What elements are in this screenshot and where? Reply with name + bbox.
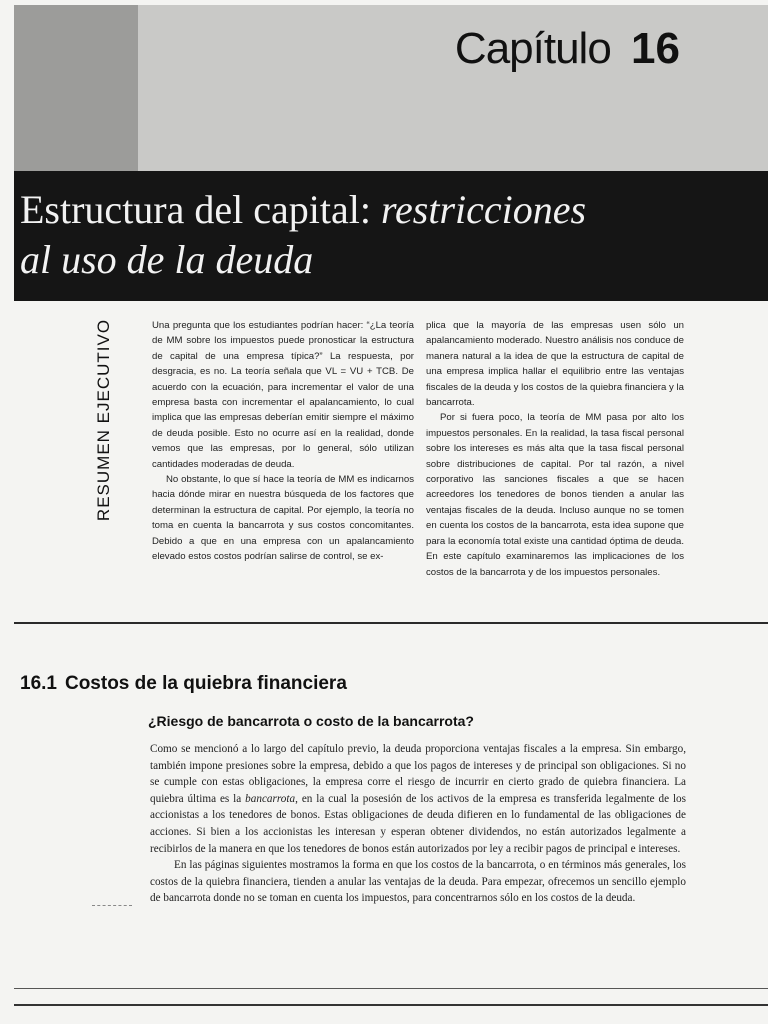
- section-body: [150, 741, 686, 907]
- footer-rule-thick: [14, 1004, 768, 1006]
- margin-annotation-mark: [92, 905, 132, 907]
- summary-paragraph: No obstante, lo que sí hace la teoría de MM es indicarnos hacia dónde mirar en nuestra búsqueda de los factores que determinan la estructura de capital. Por ejemplo, la teoría no toma en cuenta la bancarrota y sus costos concomitantes. Debido a que en una empresa con un apalancamiento elevado estos costos podrían salirse de control, se ex-: [152, 474, 414, 563]
- title-italic: restricciones: [380, 187, 587, 232]
- chapter-heading: [455, 24, 680, 74]
- summary-vertical-label: RESUMEN EJECUTIVO: [94, 318, 113, 522]
- summary-column-left: [152, 318, 414, 565]
- body-paragraph: En las páginas siguientes mostramos la forma en que los costos de la bancarrota, o en términos más generales, los costos de la quiebra financiera, tienden a anular las ventajas de la deuda. Para empezar, ofrecemos un sencillo ejemplo de bancarrota donde no se toman en cuenta los impuestos, para concentrarnos sólo en los costos de la deuda.: [150, 859, 686, 905]
- emphasis-term: bancarrota: [245, 792, 296, 805]
- summary-column-right: [426, 318, 684, 580]
- chapter-number: 16: [631, 24, 680, 73]
- section-number: 16.1: [20, 673, 57, 694]
- title-regular: Estructura del capital:: [20, 187, 381, 232]
- chapter-title-line1: [20, 186, 586, 233]
- subsection-heading: ¿Riesgo de bancarrota o costo de la bancarrota?: [148, 713, 474, 729]
- footer-rule: [14, 988, 768, 989]
- section-title: Costos de la quiebra financiera: [64, 673, 347, 694]
- summary-paragraph: plica que la mayoría de las empresas usen sólo un apalancamiento moderado. Nuestro análisis nos conduce de manera natural a la idea de que la estructura de capital de una empresa implica hallar el equilibrio entre las ventajas fiscales de la deuda y los costos de la quiebra financiera y la bancarrota.: [426, 320, 684, 409]
- body-paragraph: Como se mencionó a lo largo del capítulo previo, la deuda proporciona ventajas fiscales a la empresa. Sin embargo, también impone presiones sobre la empresa, debido a que los pagos de intereses y de principal son obligaciones. Si no se cumple con estas obligaciones, la empresa corre el riesgo de incurrir en cierto grado de quiebra financiera. La quiebra última es la bancarrota, en la cual la posesión de los activos de la empresa es transferida legalmente de los accionistas a los tenedores de bonos. Estas obligaciones de deuda difieren en lo fundamental de las obligaciones de acciones. Si bien a los accionistas les interesan y esperan obtener dividendos, no están autorizados legalmente a recibirlos de la manera en que los tenedores de bonos están autorizados por ley a recibir pagos de principal e intereses.: [150, 743, 687, 855]
- section-heading: [20, 673, 347, 695]
- chapter-title-line2: al uso de la deuda: [20, 237, 314, 282]
- header-dark-block: [14, 5, 138, 171]
- summary-paragraph: Por si fuera poco, la teoría de MM pasa por alto los impuestos personales. En la realidad, la tasa fiscal personal sobre los intereses es más alta que la tasa fiscal personal sobre distribuciones de capital. Por tal razón, a nivel corporativo las sanciones fiscales a que se hacen acreedores los tenedores de bonos tienden a anular las ventajas fiscales de la deuda. Incluso aunque no se tomen en cuenta los costos de la bancarrota, esta idea supone que para la economía total existe una cantidad óptima de deuda. En este capítulo examinaremos las implicaciones de los costos de la bancarrota y de los impuestos personales.: [426, 412, 684, 578]
- summary-paragraph: Una pregunta que los estudiantes podrían hacer: “¿La teoría de MM sobre los impuestos puede pronosticar la estructura de capital de una empresa típica?” La respuesta, por desgracia, es no. La teoría señala que VL = VU + TCB. De acuerdo con la ecuación, para incrementar el valor de una empresa basta con incrementar el apalancamiento, lo cual implica que las empresas deberían emitir siempre el máximo de deuda posible. Esto no ocurre así en la realidad, donde vemos que las empresas, por lo general, sólo utilizan cantidades moderadas de deuda.: [152, 320, 414, 470]
- chapter-label: Capítulo: [454, 24, 611, 73]
- section-divider: [14, 622, 768, 624]
